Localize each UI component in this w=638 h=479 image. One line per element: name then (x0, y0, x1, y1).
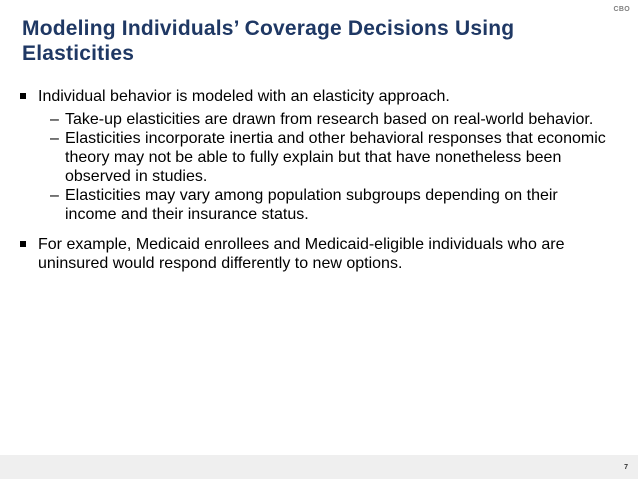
bullet-item (20, 235, 610, 273)
dash-bullet-icon: – (50, 187, 59, 204)
sub-bullet-text: Take-up elasticities are drawn from research based on real-world behavior. (65, 111, 594, 128)
slide-body (20, 87, 610, 291)
dash-bullet-icon: – (50, 130, 59, 147)
footer-bar (0, 455, 638, 479)
slide-title: Modeling Individuals’ Coverage Decisions Using Elasticities (22, 17, 515, 65)
sub-bullet-text: Elasticities may vary among population subgroups depending on their income and their insurance status. (65, 187, 558, 223)
sub-bullet-item (20, 110, 610, 129)
page-number: 7 (624, 464, 628, 471)
bullet-text: For example, Medicaid enrollees and Medicaid-eligible individuals who are uninsured would respond differently to new options. (38, 236, 565, 272)
bullet-item (20, 87, 610, 106)
sub-bullet-item (20, 129, 610, 186)
bullet-text: Individual behavior is modeled with an elasticity approach. (38, 88, 450, 105)
sub-bullet-text: Elasticities incorporate inertia and other behavioral responses that economic theory may not be able to fully explain but that have nonetheless been observed in studies. (65, 130, 606, 185)
square-bullet-icon (20, 241, 26, 247)
sub-bullet-item (20, 186, 610, 224)
brand-label: CBO (613, 6, 630, 13)
dash-bullet-icon: – (50, 111, 59, 128)
square-bullet-icon (20, 93, 26, 99)
sub-bullet-list (20, 110, 610, 224)
